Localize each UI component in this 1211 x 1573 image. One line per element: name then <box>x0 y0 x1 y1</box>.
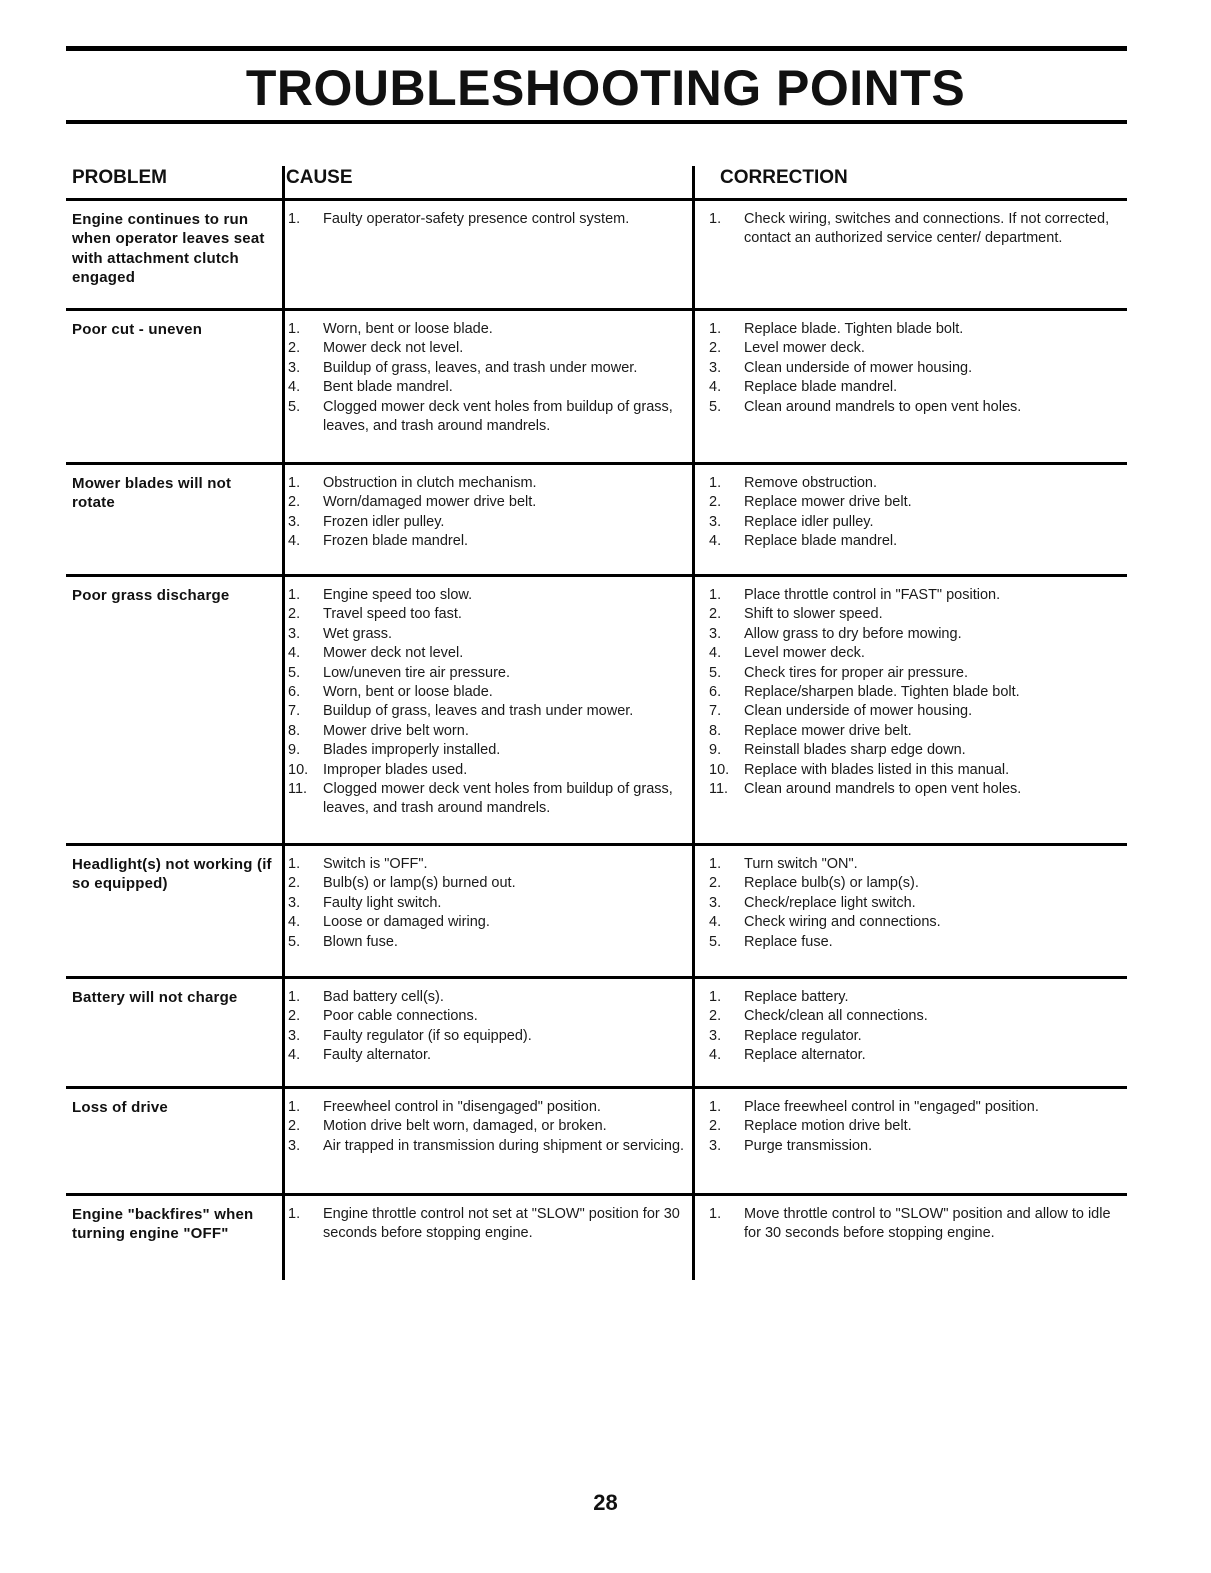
list-item <box>709 586 1119 605</box>
list-item-text: Check/clean all connections. <box>744 1008 928 1025</box>
list-item <box>288 586 688 605</box>
row-divider <box>66 1193 1127 1196</box>
list-item-number: 1. <box>709 321 722 337</box>
column-divider-problem-cause <box>282 166 285 1280</box>
title-underline-rule <box>66 120 1127 124</box>
list-item-number: 6. <box>709 684 722 701</box>
list-item-number: 2. <box>709 1008 722 1025</box>
list-item-number: 4. <box>288 379 301 396</box>
list-item <box>709 855 1119 874</box>
list-item-number: 11. <box>709 781 729 798</box>
list-item-text: Switch is "OFF". <box>323 856 428 872</box>
list-item-text: Replace bulb(s) or lamp(s). <box>744 875 919 892</box>
list-item-number: 1. <box>709 1206 722 1222</box>
list-item <box>288 210 688 229</box>
list-item-number: 5. <box>288 398 301 415</box>
list-item-text: Improper blades used. <box>323 761 468 778</box>
list-item <box>709 1137 1119 1156</box>
row-divider <box>66 976 1127 979</box>
list-item <box>709 210 1119 249</box>
list-item-text: Buildup of grass, leaves and trash under mower. <box>323 703 634 720</box>
column-header-correction: CORRECTION <box>720 167 848 188</box>
list-item-number: 5. <box>288 933 301 950</box>
list-item <box>288 1098 688 1117</box>
list-item <box>288 855 688 874</box>
list-item-text: Motion drive belt worn, damaged, or broken. <box>323 1118 607 1135</box>
list-item-number: 3. <box>709 359 722 376</box>
list-item-number: 2. <box>709 606 722 623</box>
list-item-text: Worn, bent or loose blade. <box>323 684 493 701</box>
list-item-text: Mower deck not level. <box>323 340 464 357</box>
list-item-text: Level mower deck. <box>744 340 865 357</box>
list-item-text: Frozen idler pulley. <box>323 513 445 530</box>
list-item-text: Check/replace light switch. <box>744 894 916 911</box>
cause-list <box>288 988 688 1066</box>
list-item-text: Buildup of grass, leaves, and trash under mower. <box>323 359 638 376</box>
list-item <box>288 398 688 437</box>
list-item-text: Replace fuse. <box>744 933 833 950</box>
list-item-text: Replace mower drive belt. <box>744 494 912 511</box>
problem-label: Engine continues to run when operator leaves seat with attachment clutch engaged <box>72 211 265 287</box>
problem-label: Loss of drive <box>72 1099 168 1116</box>
list-item <box>709 359 1119 378</box>
list-item-number: 4. <box>709 379 722 396</box>
row-divider <box>66 1086 1127 1089</box>
cause-list <box>288 210 688 229</box>
list-item-text: Faulty regulator (if so equipped). <box>323 1027 532 1044</box>
list-item-text: Blades improperly installed. <box>323 742 501 759</box>
list-item <box>709 761 1119 780</box>
list-item-number: 7. <box>288 703 301 720</box>
list-item <box>709 532 1119 551</box>
list-item <box>709 320 1119 339</box>
list-item-number: 8. <box>709 722 722 739</box>
list-item <box>288 1205 688 1244</box>
list-item-text: Level mower deck. <box>744 645 865 662</box>
list-item-text: Clean around mandrels to open vent holes. <box>744 781 1022 798</box>
row-divider <box>66 843 1127 846</box>
list-item-number: 1. <box>288 587 301 603</box>
list-item <box>288 913 688 932</box>
list-item-number: 4. <box>288 1047 301 1064</box>
list-item <box>709 874 1119 893</box>
correction-list <box>709 586 1119 799</box>
list-item-text: Engine speed too slow. <box>323 587 473 603</box>
list-item-number: 4. <box>709 1047 722 1064</box>
list-item-number: 3. <box>288 894 301 911</box>
correction-list <box>709 988 1119 1066</box>
list-item-text: Remove obstruction. <box>744 475 877 491</box>
list-item-text: Obstruction in clutch mechanism. <box>323 475 537 491</box>
list-item-number: 8. <box>288 722 301 739</box>
list-item-text: Reinstall blades sharp edge down. <box>744 742 966 759</box>
list-item <box>709 513 1119 532</box>
list-item-text: Blown fuse. <box>323 933 398 950</box>
list-item-text: Replace/sharpen blade. Tighten blade bolt. <box>744 684 1020 701</box>
list-item-number: 3. <box>288 1027 301 1044</box>
list-item-number: 7. <box>709 703 722 720</box>
list-item-number: 2. <box>288 340 301 357</box>
list-item-text: Freewheel control in "disengaged" position. <box>323 1099 601 1115</box>
list-item-text: Clean underside of mower housing. <box>744 359 973 376</box>
list-item-text: Faulty light switch. <box>323 894 442 911</box>
list-item-number: 3. <box>288 359 301 376</box>
list-item-number: 3. <box>709 513 722 530</box>
list-item-number: 9. <box>288 742 301 759</box>
page-number: 28 <box>593 1490 618 1515</box>
list-item-number: 5. <box>709 664 722 681</box>
list-item <box>288 532 688 551</box>
list-item <box>288 359 688 378</box>
list-item <box>709 1098 1119 1117</box>
list-item <box>709 1027 1119 1046</box>
list-item <box>709 625 1119 644</box>
cause-list <box>288 855 688 952</box>
list-item-number: 11. <box>288 781 308 798</box>
list-item <box>288 513 688 532</box>
list-item-number: 2. <box>709 494 722 511</box>
list-item <box>288 683 688 702</box>
problem-label: Mower blades will not rotate <box>72 475 232 512</box>
list-item <box>288 605 688 624</box>
list-item-number: 2. <box>288 606 301 623</box>
list-item <box>709 741 1119 760</box>
list-item <box>709 339 1119 358</box>
list-item-text: Worn, bent or loose blade. <box>323 321 493 337</box>
row-divider <box>66 308 1127 311</box>
list-item-number: 1. <box>288 211 301 227</box>
list-item-number: 1. <box>709 989 722 1005</box>
list-item-number: 2. <box>288 494 301 511</box>
list-item <box>288 625 688 644</box>
list-item <box>288 378 688 397</box>
list-item <box>709 933 1119 952</box>
cause-list <box>288 474 688 552</box>
list-item <box>288 722 688 741</box>
list-item <box>288 1117 688 1136</box>
list-item-text: Air trapped in transmission during shipment or servicing. <box>323 1137 685 1154</box>
list-item <box>288 874 688 893</box>
list-item-number: 3. <box>709 894 722 911</box>
list-item <box>288 702 688 721</box>
list-item-number: 9. <box>709 742 722 759</box>
list-item-number: 1. <box>288 856 301 872</box>
list-item <box>288 988 688 1007</box>
list-item-text: Allow grass to dry before mowing. <box>744 625 962 642</box>
list-item-text: Move throttle control to "SLOW" position and allow to idle for 30 seconds before stopping engine. <box>744 1206 1111 1242</box>
column-header-problem: PROBLEM <box>72 167 167 188</box>
list-item-number: 2. <box>709 1118 722 1135</box>
list-item-text: Worn/damaged mower drive belt. <box>323 494 537 511</box>
list-item <box>288 1046 688 1065</box>
list-item <box>709 605 1119 624</box>
list-item <box>709 474 1119 493</box>
list-item-text: Mower deck not level. <box>323 645 464 662</box>
list-item <box>288 664 688 683</box>
correction-list <box>709 855 1119 952</box>
list-item-number: 4. <box>709 533 722 550</box>
cause-list <box>288 1205 688 1244</box>
row-divider <box>66 574 1127 577</box>
list-item <box>288 761 688 780</box>
list-item <box>288 780 688 819</box>
list-item-number: 1. <box>709 1099 722 1115</box>
correction-list <box>709 320 1119 417</box>
list-item-text: Replace motion drive belt. <box>744 1118 912 1135</box>
column-divider-cause-correction <box>692 166 695 1280</box>
list-item-text: Replace mower drive belt. <box>744 722 912 739</box>
list-item-text: Replace regulator. <box>744 1027 862 1044</box>
correction-list <box>709 1098 1119 1156</box>
list-item-number: 4. <box>288 533 301 550</box>
correction-list <box>709 474 1119 552</box>
list-item-number: 10. <box>288 761 309 778</box>
list-item-text: Clean underside of mower housing. <box>744 703 973 720</box>
list-item-text: Engine throttle control not set at "SLOW" position for 30 seconds before stopping engine. <box>323 1206 680 1242</box>
list-item-number: 1. <box>288 1099 301 1115</box>
list-item-text: Faulty operator-safety presence control system. <box>323 211 630 227</box>
list-item-text: Clean around mandrels to open vent holes. <box>744 398 1022 415</box>
column-header-cause: CAUSE <box>286 167 353 188</box>
list-item-number: 2. <box>288 875 301 892</box>
list-item <box>709 1117 1119 1136</box>
list-item-text: Replace alternator. <box>744 1047 866 1064</box>
list-item <box>709 664 1119 683</box>
list-item <box>288 644 688 663</box>
list-item-text: Check tires for proper air pressure. <box>744 664 969 681</box>
list-item-text: Clogged mower deck vent holes from buildup of grass, leaves, and trash around mandrels. <box>323 781 673 817</box>
list-item <box>709 913 1119 932</box>
problem-label: Engine "backfires" when turning engine "OFF" <box>72 1206 254 1243</box>
problem-label: Headlight(s) not working (if so equipped) <box>72 856 272 893</box>
list-item-number: 1. <box>709 475 722 491</box>
list-item-number: 3. <box>288 1137 301 1154</box>
list-item-text: Bent blade mandrel. <box>323 379 453 396</box>
list-item-text: Replace blade. Tighten blade bolt. <box>744 321 964 337</box>
list-item <box>288 1137 688 1156</box>
list-item-text: Purge transmission. <box>744 1137 873 1154</box>
list-item-text: Replace with blades listed in this manual. <box>744 761 1010 778</box>
correction-list <box>709 1205 1119 1244</box>
list-item <box>288 1007 688 1026</box>
list-item <box>709 722 1119 741</box>
list-item-text: Travel speed too fast. <box>323 606 462 623</box>
cause-list <box>288 1098 688 1156</box>
list-item-number: 2. <box>288 1008 301 1025</box>
list-item-number: 3. <box>709 1137 722 1154</box>
list-item-number: 5. <box>709 933 722 950</box>
list-item-number: 1. <box>288 475 301 491</box>
correction-list <box>709 210 1119 249</box>
list-item-text: Loose or damaged wiring. <box>323 914 490 931</box>
top-rule <box>66 46 1127 51</box>
list-item <box>709 378 1119 397</box>
list-item <box>288 1027 688 1046</box>
problem-label: Poor grass discharge <box>72 587 230 604</box>
list-item <box>709 894 1119 913</box>
list-item-number: 3. <box>288 513 301 530</box>
list-item-text: Low/uneven tire air pressure. <box>323 664 510 681</box>
list-item-number: 3. <box>709 625 722 642</box>
list-item-number: 4. <box>709 645 722 662</box>
list-item <box>709 644 1119 663</box>
cause-list <box>288 586 688 819</box>
page-title: TROUBLESHOOTING POINTS <box>245 60 966 116</box>
list-item-text: Place freewheel control in "engaged" position. <box>744 1099 1039 1115</box>
list-item <box>709 493 1119 512</box>
list-item <box>709 1046 1119 1065</box>
list-item-number: 4. <box>288 914 301 931</box>
list-item <box>288 320 688 339</box>
list-item-number: 2. <box>288 1118 301 1135</box>
list-item <box>709 780 1119 799</box>
list-item-number: 4. <box>709 914 722 931</box>
list-item-number: 4. <box>288 645 301 662</box>
list-item <box>288 894 688 913</box>
problem-label: Poor cut - uneven <box>72 321 203 338</box>
list-item-number: 1. <box>709 856 722 872</box>
list-item-text: Check wiring, switches and connections. If not corrected, contact an authorized service center/ department. <box>744 211 1110 247</box>
list-item-text: Wet grass. <box>323 625 393 642</box>
list-item-number: 1. <box>709 211 722 227</box>
list-item-number: 1. <box>709 587 722 603</box>
problem-label: Battery will not charge <box>72 989 238 1006</box>
list-item-text: Turn switch "ON". <box>744 856 858 872</box>
list-item-number: 6. <box>288 684 301 701</box>
list-item-text: Check wiring and connections. <box>744 914 941 931</box>
row-divider <box>66 462 1127 465</box>
list-item <box>288 933 688 952</box>
list-item-number: 1. <box>288 1206 301 1222</box>
list-item-text: Shift to slower speed. <box>744 606 883 623</box>
list-item-number: 5. <box>709 398 722 415</box>
list-item-number: 3. <box>709 1027 722 1044</box>
cause-list <box>288 320 688 436</box>
list-item-text: Poor cable connections. <box>323 1008 478 1025</box>
list-item-number: 2. <box>709 340 722 357</box>
list-item-number: 2. <box>709 875 722 892</box>
list-item <box>288 339 688 358</box>
list-item-text: Bad battery cell(s). <box>323 989 444 1005</box>
list-item-number: 3. <box>288 625 301 642</box>
list-item <box>709 683 1119 702</box>
list-item-text: Replace blade mandrel. <box>744 379 898 396</box>
list-item-text: Mower drive belt worn. <box>323 722 469 739</box>
list-item <box>709 1007 1119 1026</box>
list-item-text: Replace battery. <box>744 989 849 1005</box>
list-item <box>709 702 1119 721</box>
list-item-text: Faulty alternator. <box>323 1047 431 1064</box>
list-item <box>709 988 1119 1007</box>
list-item-text: Replace blade mandrel. <box>744 533 898 550</box>
list-item-number: 1. <box>288 989 301 1005</box>
list-item-text: Clogged mower deck vent holes from buildup of grass, leaves, and trash around mandrels. <box>323 398 673 435</box>
list-item <box>288 741 688 760</box>
list-item-text: Frozen blade mandrel. <box>323 533 469 550</box>
list-item <box>709 398 1119 417</box>
row-divider <box>66 198 1127 201</box>
list-item <box>288 493 688 512</box>
list-item-text: Bulb(s) or lamp(s) burned out. <box>323 875 516 892</box>
list-item-text: Replace idler pulley. <box>744 513 874 530</box>
list-item <box>288 474 688 493</box>
list-item-number: 10. <box>709 761 730 778</box>
list-item-number: 5. <box>288 664 301 681</box>
list-item-text: Place throttle control in "FAST" position. <box>744 587 1001 603</box>
list-item <box>709 1205 1119 1244</box>
list-item-number: 1. <box>288 321 301 337</box>
